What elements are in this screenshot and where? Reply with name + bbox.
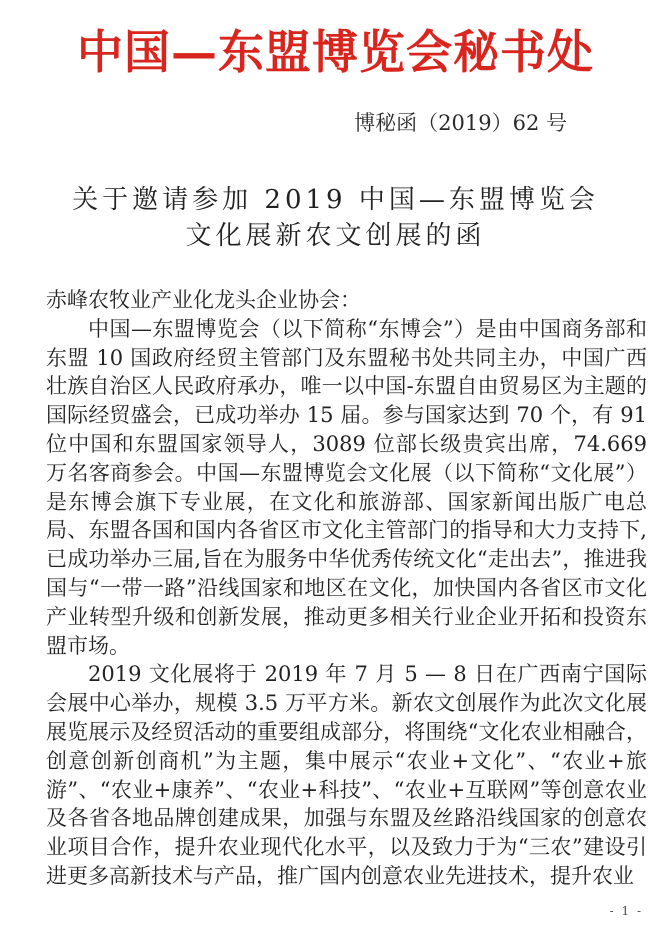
page-number: - 1 -	[609, 904, 643, 918]
body-paragraph-1: 中国—东盟博览会（以下简称“东博会”）是由中国商务部和东盟 10 国政府经贸主管部门及东盟秘书处共同主办，中国广西壮族自治区人民政府承办，唯一以中国-东盟自由贸易区为主题的国际经贸盛会，已成功举办 15 届。参与国家达到 70 个，有 91 位中国和东盟国家领导人，3089 位部长级贵宾出席，74.669 万名客商参会。中国—东盟博览会文化展（以下简称“文化展”）是东博会旗下专业展，在文化和旅游部、国家新闻出版广电总局、东盟各国和国内各省区市文化主管部门的指导和大力支持下,已成功举办三届,旨在为服务中华优秀传统文化“走出去”，推进我国与“一带一路”沿线国家和地区在文化，加快国内各省区市文化产业转型升级和创新发展，推动更多相关行业企业开拓和投资东盟市场。	[46, 316, 647, 658]
recipient-line: 赤峰农牧业产业化龙头企业协会：	[46, 288, 361, 312]
body-paragraph-2: 2019 文化展将于 2019 年 7 月 5 — 8 日在广西南宁国际会展中心举办，规模 3.5 万平方米。新农文创展作为此次文化展展览展示及经贸活动的重要组成部分，将围绕“文化农业相融合，创意创新创商机”为主题，集中展示“农业+文化”、“农业+旅游”、“农业+康养”、“农业+科技”、“农业+互联网”等创意农业及各省各地品牌创建成果，加强与东盟及丝路沿线国家的创意农业项目合作，提升农业现代化水平，以及致力于为“三农”建设引进更多高新技术与产品，推广国内创意农业先进技术，提升农业	[46, 662, 647, 888]
document-body	[46, 286, 647, 891]
document-title-line-2: 文化展新农文创展的函	[185, 221, 486, 251]
document-reference-number: 博秘函（2019）62 号	[354, 111, 567, 135]
document-title-line-1: 关于邀请参加 2019 中国—东盟博览会	[72, 185, 599, 215]
letterhead-org-name: 中国—东盟博览会秘书处	[77, 25, 594, 79]
document-title	[0, 182, 671, 254]
